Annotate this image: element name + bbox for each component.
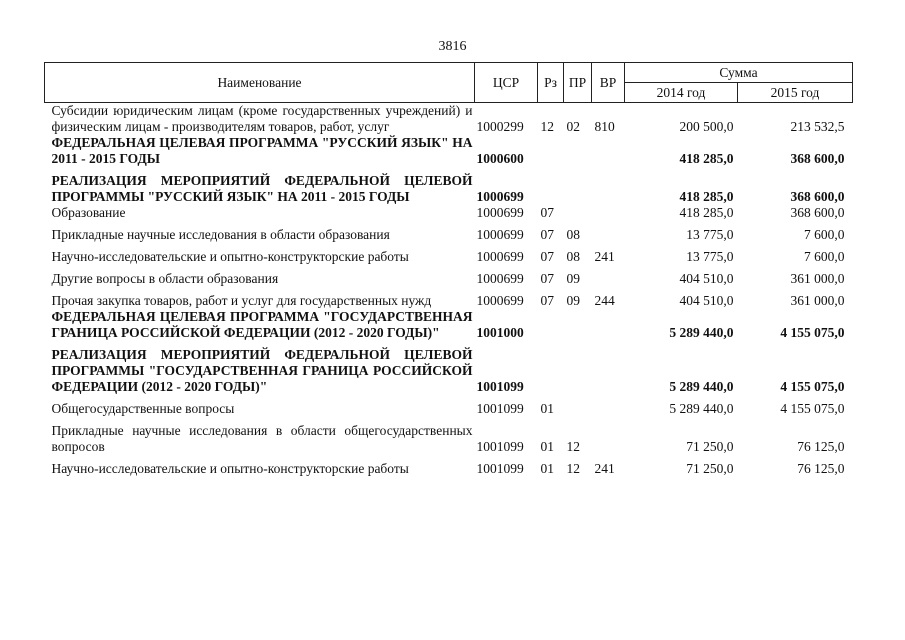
row-name: Субсидии юридическим лицам (кроме государственных учреждений) и физическим лицам - производителям товаров, работ, услуг <box>51 103 473 134</box>
row-rz: 07 <box>540 249 554 264</box>
budget-table <box>44 62 853 477</box>
header-vr: ВР <box>592 63 625 103</box>
row-name: Научно-исследовательские и опытно-конструкторские работы <box>51 461 409 476</box>
row-rz: 01 <box>540 461 554 476</box>
header-pr: ПР <box>564 63 592 103</box>
row-amount-2014: 200 500,0 <box>679 119 734 134</box>
table-row <box>45 287 853 309</box>
row-vr <box>592 341 625 395</box>
row-amount-2015: 4 155 075,0 <box>780 401 845 416</box>
table-row <box>45 455 853 477</box>
table-row <box>45 221 853 243</box>
row-csr: 1000699 <box>476 227 524 242</box>
row-pr <box>564 309 592 341</box>
row-pr: 12 <box>566 439 580 454</box>
row-amount-2014: 5 289 440,0 <box>669 379 734 394</box>
row-amount-2014: 418 285,0 <box>679 151 734 166</box>
row-rz: 07 <box>540 271 554 286</box>
row-rz <box>538 309 564 341</box>
row-pr: 09 <box>566 271 580 286</box>
table-body <box>45 103 853 478</box>
row-amount-2015: 361 000,0 <box>790 271 845 286</box>
table-row <box>45 265 853 287</box>
row-vr <box>592 135 625 167</box>
row-pr: 08 <box>566 227 580 242</box>
row-rz: 07 <box>540 227 554 242</box>
header-sum: Сумма <box>625 63 853 83</box>
row-amount-2014: 404 510,0 <box>679 271 734 286</box>
row-csr: 1001099 <box>476 439 524 454</box>
row-vr <box>592 309 625 341</box>
row-amount-2015: 361 000,0 <box>790 293 845 308</box>
row-amount-2015: 4 155 075,0 <box>780 325 845 340</box>
row-amount-2015: 7 600,0 <box>804 227 845 242</box>
row-vr <box>592 417 625 455</box>
table-row <box>45 341 853 395</box>
row-amount-2014: 13 775,0 <box>686 249 734 264</box>
row-name: ФЕДЕРАЛЬНАЯ ЦЕЛЕВАЯ ПРОГРАММА "ГОСУДАРСТВЕННАЯ ГРАНИЦА РОССИЙСКОЙ ФЕДЕРАЦИИ (2012 - 2020 ГОДЫ)" <box>51 309 473 340</box>
row-amount-2015: 7 600,0 <box>804 249 845 264</box>
table-row <box>45 417 853 455</box>
row-pr <box>564 167 592 205</box>
row-csr: 1001099 <box>476 401 524 416</box>
row-rz: 07 <box>540 293 554 308</box>
row-csr: 1000299 <box>476 119 524 134</box>
header-year-2015: 2015 год <box>738 83 853 103</box>
row-vr: 241 <box>594 461 615 476</box>
row-rz <box>538 341 564 395</box>
row-amount-2015: 76 125,0 <box>797 439 845 454</box>
row-rz: 07 <box>540 205 554 220</box>
row-csr: 1000699 <box>476 189 524 204</box>
row-vr: 241 <box>594 249 615 264</box>
row-amount-2014: 71 250,0 <box>686 461 734 476</box>
row-csr: 1000699 <box>476 271 524 286</box>
row-pr <box>564 395 592 417</box>
row-pr: 12 <box>566 461 580 476</box>
table-row <box>45 135 853 167</box>
row-csr: 1001099 <box>476 379 524 394</box>
row-name: Научно-исследовательские и опытно-конструкторские работы <box>51 249 409 264</box>
row-amount-2015: 213 532,5 <box>790 119 845 134</box>
table-row <box>45 395 853 417</box>
row-name: ФЕДЕРАЛЬНАЯ ЦЕЛЕВАЯ ПРОГРАММА "РУССКИЙ ЯЗЫК" НА 2011 - 2015 ГОДЫ <box>51 135 473 166</box>
row-amount-2015: 76 125,0 <box>797 461 845 476</box>
row-name: Прикладные научные исследования в области образования <box>51 227 390 242</box>
row-amount-2014: 5 289 440,0 <box>669 401 734 416</box>
row-amount-2014: 418 285,0 <box>679 189 734 204</box>
header-year-2014: 2014 год <box>625 83 738 103</box>
row-name: Общегосударственные вопросы <box>51 401 235 416</box>
row-amount-2015: 368 600,0 <box>790 205 845 220</box>
row-amount-2015: 368 600,0 <box>790 151 845 166</box>
row-vr: 244 <box>594 293 615 308</box>
table-row <box>45 205 853 221</box>
row-rz: 12 <box>540 119 554 134</box>
table-row <box>45 309 853 341</box>
row-rz: 01 <box>540 439 554 454</box>
table-row <box>45 243 853 265</box>
row-amount-2014: 5 289 440,0 <box>669 325 734 340</box>
row-csr: 1000699 <box>476 293 524 308</box>
row-vr <box>592 167 625 205</box>
table-row <box>45 167 853 205</box>
row-vr <box>592 221 625 243</box>
row-amount-2015: 368 600,0 <box>790 189 845 204</box>
row-name: Образование <box>51 205 126 220</box>
row-rz <box>538 135 564 167</box>
page-number: 3816 <box>438 39 467 54</box>
header-name: Наименование <box>45 63 475 103</box>
row-amount-2015: 4 155 075,0 <box>780 379 845 394</box>
row-rz: 01 <box>540 401 554 416</box>
row-csr: 1000699 <box>476 249 524 264</box>
row-pr <box>564 341 592 395</box>
row-amount-2014: 71 250,0 <box>686 439 734 454</box>
table-header <box>45 63 853 103</box>
row-vr <box>592 395 625 417</box>
header-rz: Рз <box>538 63 564 103</box>
table-row <box>45 103 853 136</box>
row-name: РЕАЛИЗАЦИЯ МЕРОПРИЯТИЙ ФЕДЕРАЛЬНОЙ ЦЕЛЕВОЙ ПРОГРАММЫ "ГОСУДАРСТВЕННАЯ ГРАНИЦА РОССИЙСКОЙ ФЕДЕРАЦИИ (2012 - 2020 ГОДЫ)" <box>51 347 473 394</box>
row-name: РЕАЛИЗАЦИЯ МЕРОПРИЯТИЙ ФЕДЕРАЛЬНОЙ ЦЕЛЕВОЙ ПРОГРАММЫ "РУССКИЙ ЯЗЫК" НА 2011 - 2015 ГОДЫ <box>51 173 473 204</box>
row-amount-2014: 404 510,0 <box>679 293 734 308</box>
row-csr: 1001000 <box>476 325 524 340</box>
row-pr <box>564 205 592 221</box>
row-name: Прочая закупка товаров, работ и услуг для государственных нужд <box>51 293 432 308</box>
row-vr <box>592 265 625 287</box>
row-amount-2014: 418 285,0 <box>679 205 734 220</box>
row-vr: 810 <box>594 119 615 134</box>
row-pr: 02 <box>566 119 580 134</box>
row-pr <box>564 135 592 167</box>
row-pr: 09 <box>566 293 580 308</box>
header-csr: ЦСР <box>475 63 538 103</box>
row-pr: 08 <box>566 249 580 264</box>
row-vr <box>592 205 625 221</box>
row-name: Прикладные научные исследования в области общегосударственных вопросов <box>51 423 473 454</box>
row-csr: 1001099 <box>476 461 524 476</box>
row-rz <box>538 167 564 205</box>
row-name: Другие вопросы в области образования <box>51 271 279 286</box>
row-csr: 1000699 <box>476 205 524 220</box>
row-amount-2014: 13 775,0 <box>686 227 734 242</box>
row-csr: 1000600 <box>476 151 524 166</box>
